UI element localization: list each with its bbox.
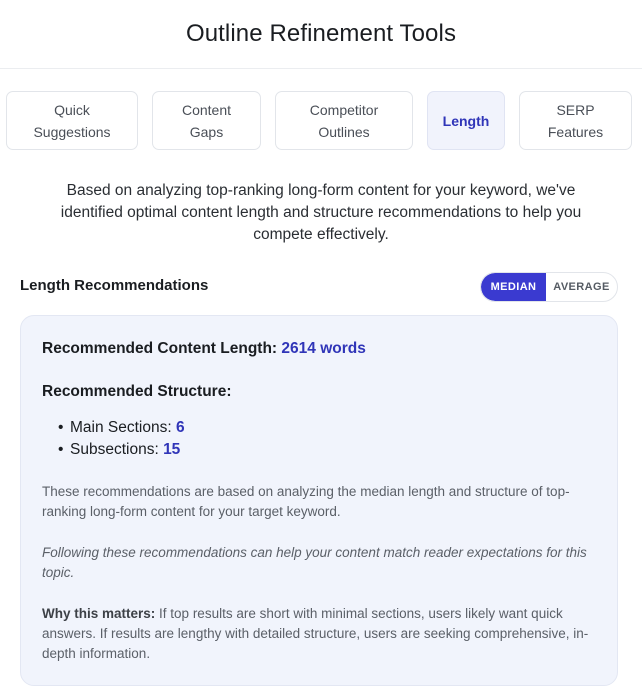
why-text: If top results are short with minimal sections, users likely want quick answers. If results are lengthy with detailed structure, users are seeking comprehensive, in-depth information. xyxy=(42,606,589,661)
methodology-note: These recommendations are based on analyzing the median length and structure of top-ranking long-form content for your target keyword. xyxy=(42,484,570,519)
recommended-structure-heading: Recommended Structure: xyxy=(42,383,232,400)
page-header xyxy=(0,0,642,69)
tab-content-gaps[interactable]: Content Gaps xyxy=(152,91,261,150)
recommendation-card xyxy=(20,315,618,686)
structure-list xyxy=(60,417,185,461)
intro-text: Based on analyzing top-ranking long-form content for your keyword, we've identified optimal content length and structure recommendations to help you compete effectively. xyxy=(60,182,582,243)
average-toggle-button[interactable]: AVERAGE xyxy=(553,281,610,293)
subsections-label: Subsections: xyxy=(70,441,159,458)
why-label: Why this matters: xyxy=(42,606,156,621)
recommended-length-label: Recommended Content Length: xyxy=(42,340,278,357)
expectations-note: Following these recommendations can help your content match reader expectations for this topic. xyxy=(42,545,587,580)
tool-tabs xyxy=(0,91,642,151)
list-item xyxy=(60,417,185,439)
main-sections-label: Main Sections: xyxy=(70,419,172,436)
recommended-length xyxy=(42,340,366,358)
page-title: Outline Refinement Tools xyxy=(185,20,457,47)
tab-competitor-outlines[interactable]: Competitor Outlines xyxy=(275,91,413,150)
list-item xyxy=(60,439,185,461)
tab-length[interactable]: Length xyxy=(427,91,505,150)
main-sections-value: 6 xyxy=(175,419,185,436)
why-this-matters-note xyxy=(42,604,592,664)
tab-serp-features[interactable]: SERP Features xyxy=(519,91,632,150)
tab-quick-suggestions[interactable]: Quick Suggestions xyxy=(6,91,138,150)
recommended-length-value: 2614 words xyxy=(281,340,366,357)
subsections-value: 15 xyxy=(163,441,181,458)
section-title: Length Recommendations xyxy=(20,277,209,294)
median-average-toggle xyxy=(480,272,618,302)
median-toggle-button[interactable]: MEDIAN xyxy=(481,273,546,301)
